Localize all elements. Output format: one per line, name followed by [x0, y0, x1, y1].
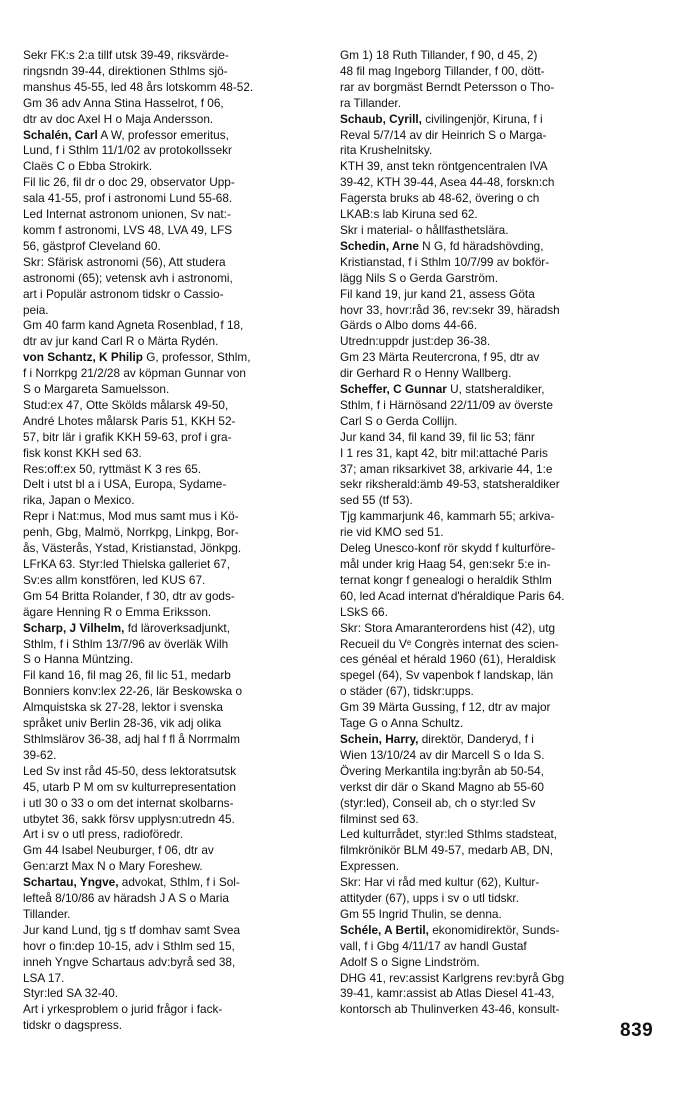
- text-line: LFrKA 63. Styr:led Thielska galleriet 67,: [23, 557, 230, 571]
- text-line: i utl 30 o 33 o om det internat skolbarns-: [23, 795, 234, 810]
- left-column: [23, 48, 319, 1034]
- text-line: 37; aman riksarkivet 38, arkivarie 44, 1:e: [340, 461, 553, 476]
- text-line: 56, gästprof Cleveland 60.: [23, 238, 161, 253]
- text-line: Tage G o Anna Schultz.: [340, 716, 464, 731]
- text-line: Reval 5/7/14 av dir Heinrich S o Marga-: [340, 127, 547, 142]
- text-line: filmkrönikör BLM 49-57, medarb AB, DN,: [340, 843, 554, 858]
- text-line: Sekr FK:s 2:a tillf utsk 39-49, riksvärde-: [23, 48, 229, 62]
- text-line: LSkS 66.: [340, 604, 388, 619]
- text-line: Gm 54 Britta Rolander, f 30, dtr av gods-: [23, 588, 235, 603]
- text-line: Gm 39 Märta Gussing, f 12, dtr av major: [340, 700, 551, 715]
- text-line: I 1 res 31, kapt 42, bitr mil:attaché Paris: [340, 445, 548, 460]
- text-line: Utredn:uppdr just:dep 36-38.: [340, 334, 491, 349]
- text-line: Fil lic 26, fil dr o doc 29, observator Upp-: [23, 175, 235, 190]
- text-line: Scharp, J Vilhelm, fd läroverksadjunkt,: [23, 620, 230, 635]
- text-line: rar av borgmäst Berndt Petersson o Tho-: [340, 79, 555, 94]
- text-line: Gm 55 Ingrid Thulin, se denna.: [340, 906, 502, 921]
- text-line: S o Hanna Müntzing.: [23, 652, 134, 667]
- text-line: KTH 39, anst tekn röntgencentralen IVA: [340, 159, 548, 174]
- text-line: Recueil du Vᵉ Congrès internat des scien-: [340, 636, 559, 651]
- text-line: Gm 44 Isabel Neuburger, f 06, dtr av: [23, 843, 214, 858]
- text-line: Schartau, Yngve, advokat, Sthlm, f i Sol-: [23, 875, 240, 890]
- text-line: Schein, Harry, direktör, Danderyd, f i: [340, 731, 534, 746]
- text-line: Led Internat astronom unionen, Sv nat:-: [23, 207, 231, 222]
- text-line: Expressen.: [340, 859, 400, 874]
- text-line: Scheffer, C Gunnar U, statsheraldiker,: [340, 382, 545, 397]
- text-line: rika, Japan o Mexico.: [23, 493, 135, 508]
- text-line: Lund, f i Sthlm 11/1/02 av protokollssekr: [23, 143, 232, 158]
- text-line: Art i yrkesproblem o jurid frågor i fack-: [23, 1002, 223, 1017]
- text-line: Gärds o Albo doms 44-66.: [340, 318, 478, 333]
- text-line: S o Margareta Samuelsson.: [23, 382, 170, 397]
- text-line: Deleg Unesco-konf rör skydd f kulturföre-: [340, 541, 556, 556]
- text-line: Fagersta bruks ab 48-62, övering o ch: [340, 191, 540, 206]
- text-line: Art i sv o utl press, radioföredr.: [23, 827, 183, 842]
- text-line: dtr av jur kand Carl R o Märta Rydén.: [23, 334, 219, 349]
- text-line: von Schantz, K Philip G, professor, Sthlm,: [23, 350, 251, 365]
- text-line: Adolf S o Signe Lindström.: [340, 954, 480, 969]
- text-line: inneh Yngve Schartaus adv:byrå sed 38,: [23, 954, 236, 969]
- text-line: sekr riksherald:ämb 49-53, statsheraldiker: [340, 477, 560, 492]
- text-line: Kristianstad, f i Sthlm 10/7/99 av bokför-: [340, 254, 550, 269]
- text-line: verkst dir där o Skand Magno ab 55-60: [340, 779, 544, 794]
- text-line: Schéle, A Bertil, ekonomidirektör, Sunds-: [340, 922, 560, 937]
- text-line: Led kulturrådet, styr:led Sthlms stadsteat,: [340, 827, 558, 842]
- text-line: o städer (67), tidskr:upps.: [340, 684, 474, 699]
- text-line: Gen:arzt Max N o Mary Foreshew.: [23, 859, 203, 874]
- text-line: Schalén, Carl A W, professor emeritus,: [23, 127, 229, 142]
- text-line: Tjg kammarjunk 46, kammarh 55; arkiva-: [340, 509, 555, 524]
- text-line: tidskr o dagspress.: [23, 1018, 123, 1033]
- text-line: Styr:led SA 32-40.: [23, 986, 119, 1001]
- text-line: 45, utarb P M om sv kulturrepresentation: [23, 779, 236, 794]
- text-line: André Lhotes målarsk Paris 51, KKH 52-: [23, 413, 236, 428]
- text-line: utbytet 36, sakk försv upplysn:utredn 45.: [23, 811, 235, 826]
- text-line: Almquistska sk 27-28, lektor i svenska: [23, 700, 223, 715]
- text-line: Övering Merkantila ing:byrån ab 50-54,: [340, 763, 544, 778]
- text-line: Tillander.: [23, 906, 71, 921]
- text-line: Gm 36 adv Anna Stina Hasselrot, f 06,: [23, 95, 224, 110]
- text-line: Skr: Sfärisk astronomi (56), Att studera: [23, 254, 226, 269]
- text-line: Gm 1) 18 Ruth Tillander, f 90, d 45, 2): [340, 48, 538, 62]
- text-line: ås, Västerås, Ystad, Kristianstad, Jönkpg.: [23, 541, 242, 556]
- text-line: ringsndn 39-44, direktionen Sthlms sjö-: [23, 63, 228, 78]
- text-line: 39-41, kamr:assist ab Atlas Diesel 41-43,: [340, 986, 555, 1001]
- text-line: Jur kand 34, fil kand 39, fil lic 53; fänr: [340, 429, 535, 444]
- text-line: Fil kand 19, jur kand 21, assess Göta: [340, 286, 535, 301]
- text-line: Led Sv inst råd 45-50, dess lektoratsutsk: [23, 763, 237, 778]
- text-line: Jur kand Lund, tjg s tf domhav samt Svea: [23, 922, 241, 937]
- text-line: Schaub, Cyrill, civilingenjör, Kiruna, f i: [340, 111, 543, 126]
- text-line: ägare Henning R o Emma Eriksson.: [23, 604, 212, 619]
- text-line: LKAB:s lab Kiruna sed 62.: [340, 207, 478, 222]
- text-line: Repr i Nat:mus, Mod mus samt mus i Kö-: [23, 509, 239, 524]
- text-line: rita Krushelnitsky.: [340, 143, 433, 158]
- text-line: Schedin, Arne N G, fd häradshövding,: [340, 238, 544, 253]
- text-line: hovr o fin:dep 10-15, adv i Sthlm sed 15,: [23, 938, 235, 953]
- text-line: f i Norrkpg 21/2/28 av köpman Gunnar von: [23, 366, 246, 381]
- text-line: sala 41-55, prof i astronomi Lund 55-68.: [23, 191, 233, 206]
- text-line: rie vid KMO sed 51.: [340, 525, 444, 540]
- text-line: penh, Gbg, Malmö, Norrkpg, Linkpg, Bor-: [23, 525, 239, 540]
- text-line: filminst sed 63.: [340, 811, 419, 826]
- text-line: ra Tillander.: [340, 95, 401, 110]
- text-line: dtr av doc Axel H o Maja Andersson.: [23, 111, 214, 126]
- text-line: Skr: Stora Amaranterordens hist (42), utg: [340, 620, 556, 635]
- right-column: [340, 48, 636, 1018]
- text-line: 39-42, KTH 39-44, Asea 44-48, forskn:ch: [340, 175, 555, 190]
- text-line: peia.: [23, 302, 49, 317]
- text-line: LSA 17.: [23, 970, 65, 985]
- text-line: Stud:ex 47, Otte Skölds målarsk 49-50,: [23, 397, 229, 412]
- text-line: Sthlm, f i Härnösand 22/11/09 av överste: [340, 397, 553, 412]
- text-line: Sthlmslärov 36-38, adj hal f fl å Norrmalm: [23, 731, 241, 746]
- text-line: astronomi (65); vetensk avh i astronomi,: [23, 270, 233, 285]
- text-line: Wien 13/10/24 av dir Marcell S o Ida S.: [340, 747, 545, 762]
- text-line: (styr:led), Conseil ab, ch o styr:led Sv: [340, 795, 536, 810]
- text-line: art i Populär astronom tidskr o Cassio-: [23, 286, 224, 301]
- text-line: lefteå 8/10/86 av häradsh J A S o Maria: [23, 891, 229, 906]
- page-number: 839: [620, 1020, 654, 1041]
- text-line: spegel (64), Sv vapenbok f landskap, län: [340, 668, 554, 683]
- text-line: Delt i utst bl a i USA, Europa, Sydame-: [23, 477, 227, 492]
- text-line: vall, f i Gbg 4/11/17 av handl Gustaf: [340, 938, 527, 953]
- text-line: Carl S o Gerda Collijn.: [340, 413, 458, 428]
- text-line: komm f astronomi, LVS 48, LVA 49, LFS: [23, 222, 233, 237]
- text-line: Bonniers konv:lex 22-26, lär Beskowska o: [23, 684, 243, 699]
- text-line: ces généal et hérald 1960 (61), Heraldisk: [340, 652, 556, 667]
- text-line: 48 fil mag Ingeborg Tillander, f 00, dött-: [340, 63, 545, 78]
- text-line: 60, led Acad internat d'héraldique Paris 64.: [340, 588, 565, 603]
- text-line: dir Gerhard R o Henny Wallberg.: [340, 366, 512, 381]
- text-line: Sv:es allm konstfören, led KUS 67.: [23, 572, 206, 587]
- text-line: 57, bitr lär i grafik KKH 59-63, prof i gra-: [23, 429, 232, 444]
- text-line: Claës C o Ebba Strokirk.: [23, 159, 153, 174]
- text-line: Gm 40 farm kand Agneta Rosenblad, f 18,: [23, 318, 244, 333]
- text-line: ternat kongr f genealogi o heraldik Sthlm: [340, 572, 552, 587]
- text-line: Skr i material- o hållfasthetslära.: [340, 222, 509, 237]
- text-line: mål under krig Haag 54, gen:sekr 5:e in-: [340, 557, 551, 571]
- text-line: 39-62.: [23, 747, 57, 762]
- text-line: lägg Nils S o Gerda Garström.: [340, 270, 499, 285]
- text-line: kontorsch ab Thulinverken 43-46, konsult-: [340, 1002, 560, 1017]
- text-line: attityder (67), upps i sv o utl tidskr.: [340, 891, 519, 906]
- text-line: Gm 23 Märta Reutercrona, f 95, dtr av: [340, 350, 540, 365]
- text-line: Sthlm, f i Sthlm 13/7/96 av överläk Wilh: [23, 636, 229, 651]
- text-line: fisk konst KKH sed 63.: [23, 445, 142, 460]
- text-line: DHG 41, rev:assist Karlgrens rev:byrå Gbg: [340, 970, 565, 985]
- text-line: hovr 33, hovr:råd 36, rev:sekr 39, häradsh: [340, 302, 560, 317]
- text-line: manshus 45-55, led 48 års lotskomm 48-52.: [23, 79, 254, 94]
- text-line: sed 55 (tf 53).: [340, 493, 413, 508]
- text-line: Skr: Har vi råd med kultur (62), Kultur-: [340, 875, 540, 890]
- text-line: Res:off:ex 50, ryttmäst K 3 res 65.: [23, 461, 202, 476]
- text-line: språket univ Berlin 28-36, vik adj olika: [23, 716, 222, 731]
- text-line: Fil kand 16, fil mag 26, fil lic 51, medarb: [23, 668, 231, 683]
